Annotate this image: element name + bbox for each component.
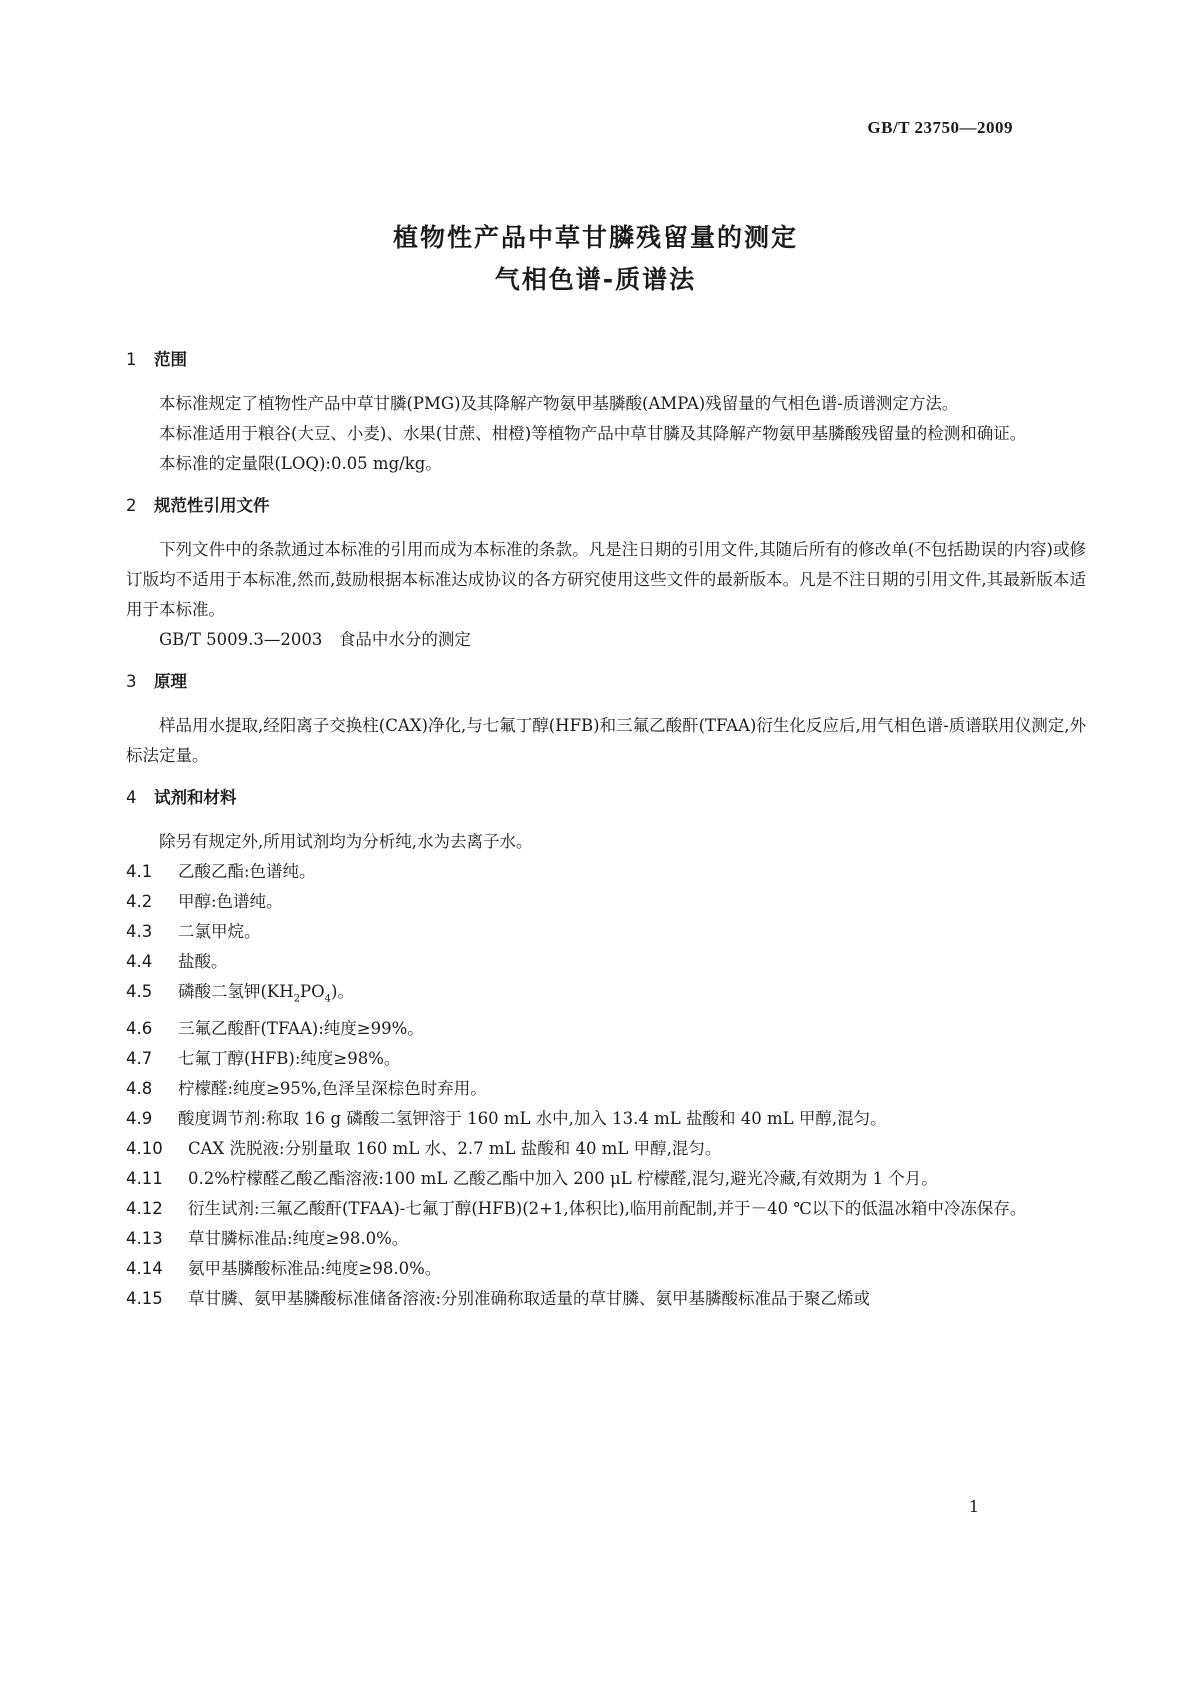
item-text: 三氟乙酸酐(TFAA):纯度≥99%。: [178, 1019, 424, 1039]
list-item: [126, 1164, 1086, 1194]
list-item: [126, 857, 1086, 887]
page-number: 1: [968, 1497, 979, 1516]
document-title: 植物性产品中草甘膦残留量的测定: [392, 223, 798, 252]
list-item: [126, 1284, 1086, 1314]
item-text: 七氟丁醇(HFB):纯度≥98%。: [178, 1049, 401, 1069]
paragraph: 除另有规定外,所用试剂均为分析纯,水为去离子水。: [159, 832, 533, 851]
list-item: [126, 947, 1086, 977]
list-item: [126, 1194, 1086, 1224]
item-number: 4.7: [126, 1049, 153, 1069]
paragraph: 本标准适用于粮谷(大豆、小麦)、水果(甘蔗、柑橙)等植物产品中草甘膦及其降解产物氨甲基膦酸残留量的检测和确证。: [159, 424, 1027, 443]
item-text: 柠檬醛:纯度≥95%,色泽呈深棕色时弃用。: [178, 1079, 487, 1099]
item-text: CAX 洗脱液:分别量取 160 mL 水、2.7 mL 盐酸和 40 mL 甲醇,混匀。: [188, 1139, 722, 1159]
list-item: [126, 1104, 1086, 1134]
item-number: 4.5: [126, 982, 153, 1001]
list-item: [126, 977, 1086, 1014]
item-number: 4.6: [126, 1019, 153, 1039]
normative-reference: GB/T 5009.3—2003 食品中水分的测定: [159, 630, 471, 649]
item-text: 草甘膦标准品:纯度≥98.0%。: [188, 1229, 409, 1249]
section-number: 4: [126, 788, 137, 807]
section-title: 规范性引用文件: [154, 496, 270, 515]
item-text: 磷酸二氢钾(KH: [178, 982, 294, 1001]
section-number: 2: [126, 496, 137, 515]
item-text: 酸度调节剂:称取 16 g 磷酸二氢钾溶于 160 mL 水中,加入 13.4 mL 盐酸和 40 mL 甲醇,混匀。: [178, 1109, 887, 1129]
section-number: 1: [126, 350, 137, 369]
item-number: 4.11: [126, 1169, 163, 1189]
item-text: 衍生试剂:三氟乙酸酐(TFAA)-七氟丁醇(HFB)(2+1,体积比),临用前配制,并于－40 ℃以下的低温冰箱中冷冻保存。: [188, 1199, 1027, 1219]
item-number: 4.12: [126, 1199, 163, 1219]
item-text: 0.2%柠檬醛乙酸乙酯溶液:100 mL 乙酸乙酯中加入 200 μL 柠檬醛,混匀,避光冷藏,有效期为 1 个月。: [188, 1169, 938, 1189]
list-item: [126, 917, 1086, 947]
item-text: 甲醇:色谱纯。: [178, 892, 283, 911]
section-title: 原理: [154, 672, 187, 691]
document-body: [126, 345, 1086, 1314]
section-heading-3: [126, 667, 1086, 697]
item-text: 二氯甲烷。: [178, 922, 261, 941]
item-text: 草甘膦、氨甲基膦酸标准储备溶液:分别准确称取适量的草甘膦、氨甲基膦酸标准品于聚乙烯或: [188, 1289, 871, 1309]
item-number: 4.15: [126, 1289, 163, 1309]
item-number: 4.8: [126, 1079, 153, 1099]
list-item: [126, 1254, 1086, 1284]
paragraph: 样品用水提取,经阳离子交换柱(CAX)净化,与七氟丁醇(HFB)和三氟乙酸酐(TFAA)衍生化反应后,用气相色谱-质谱联用仪测定,外标法定量。: [126, 716, 1086, 765]
list-item: [126, 1014, 1086, 1044]
section-heading-4: [126, 783, 1086, 813]
list-item: [126, 887, 1086, 917]
item-number: 4.1: [126, 862, 153, 881]
item-number: 4.9: [126, 1109, 153, 1129]
section-title: 试剂和材料: [154, 788, 237, 807]
paragraph: 下列文件中的条款通过本标准的引用而成为本标准的条款。凡是注日期的引用文件,其随后所有的修改单(不包括勘误的内容)或修订版均不适用于本标准,然而,鼓励根据本标准达成协议的各方研究使用这些文件的最新版本。凡是不注日期的引用文件,其最新版本适用于本标准。: [126, 540, 1086, 619]
item-number: 4.10: [126, 1139, 163, 1159]
section-number: 3: [126, 672, 137, 691]
item-text: 氨甲基膦酸标准品:纯度≥98.0%。: [188, 1259, 442, 1279]
standard-code: GB/T 23750—2009: [867, 118, 1013, 137]
document-subtitle: 气相色谱-质谱法: [494, 265, 697, 294]
item-number: 4.4: [126, 952, 153, 971]
list-item: [126, 1074, 1086, 1104]
paragraph: 本标准规定了植物性产品中草甘膦(PMG)及其降解产物氨甲基膦酸(AMPA)残留量的气相色谱-质谱测定方法。: [159, 394, 959, 413]
item-text: 乙酸乙酯:色谱纯。: [178, 862, 316, 881]
item-text: )。: [331, 982, 354, 1001]
list-item: [126, 1134, 1086, 1164]
list-item: [126, 1044, 1086, 1074]
section-heading-1: [126, 345, 1086, 375]
list-item: [126, 1224, 1086, 1254]
item-number: 4.13: [126, 1229, 163, 1249]
item-text: PO: [300, 982, 325, 1001]
item-number: 4.14: [126, 1259, 163, 1279]
paragraph: 本标准的定量限(LOQ):0.05 mg/kg。: [159, 454, 442, 473]
item-number: 4.3: [126, 922, 153, 941]
item-number: 4.2: [126, 892, 153, 911]
section-heading-2: [126, 491, 1086, 521]
subscript: 2: [293, 993, 301, 1005]
subscript: 4: [324, 993, 332, 1005]
section-title: 范围: [154, 350, 187, 369]
item-text: 盐酸。: [178, 952, 228, 971]
